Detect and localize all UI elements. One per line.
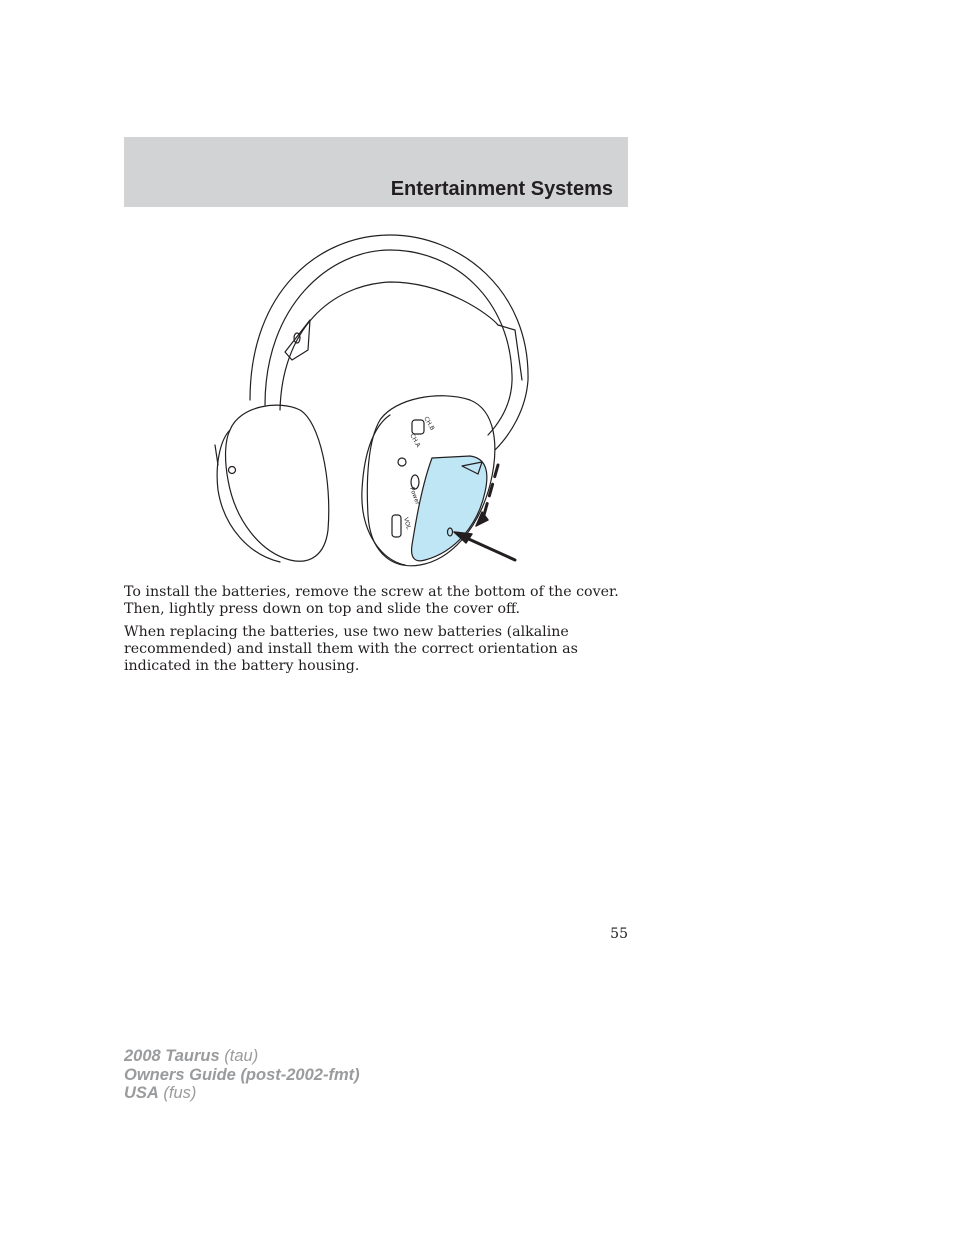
footer-line-guide: Owners Guide (post-2002-fmt) bbox=[124, 1065, 360, 1084]
section-title: Entertainment Systems bbox=[390, 178, 613, 200]
section-header-band bbox=[124, 137, 628, 207]
page-number: 55 bbox=[610, 926, 628, 942]
left-earcup bbox=[226, 405, 329, 561]
instruction-paragraph-replace-batteries: When replacing the batteries, use two new batteries (alkaline recommended) and install them with the correct orientation as indicated in the battery housing. bbox=[124, 624, 578, 674]
headphones-battery-illustration bbox=[210, 230, 530, 570]
document-footer bbox=[124, 1047, 360, 1103]
battery-cover bbox=[412, 456, 487, 561]
footer-line-model: 2008 Taurus (tau) bbox=[124, 1047, 259, 1065]
label-vol: VOL bbox=[402, 516, 412, 531]
label-cha: CH.A bbox=[408, 432, 422, 449]
instruction-paragraph-remove-cover: To install the batteries, remove the screw at the bottom of the cover. Then, lightly press down on top and slide the cover off. bbox=[124, 584, 619, 617]
label-chb: CH.B bbox=[422, 415, 436, 432]
footer-line-market: USA (fus) bbox=[124, 1084, 197, 1102]
label-power: Power bbox=[408, 486, 421, 506]
headband-inner bbox=[265, 250, 512, 435]
